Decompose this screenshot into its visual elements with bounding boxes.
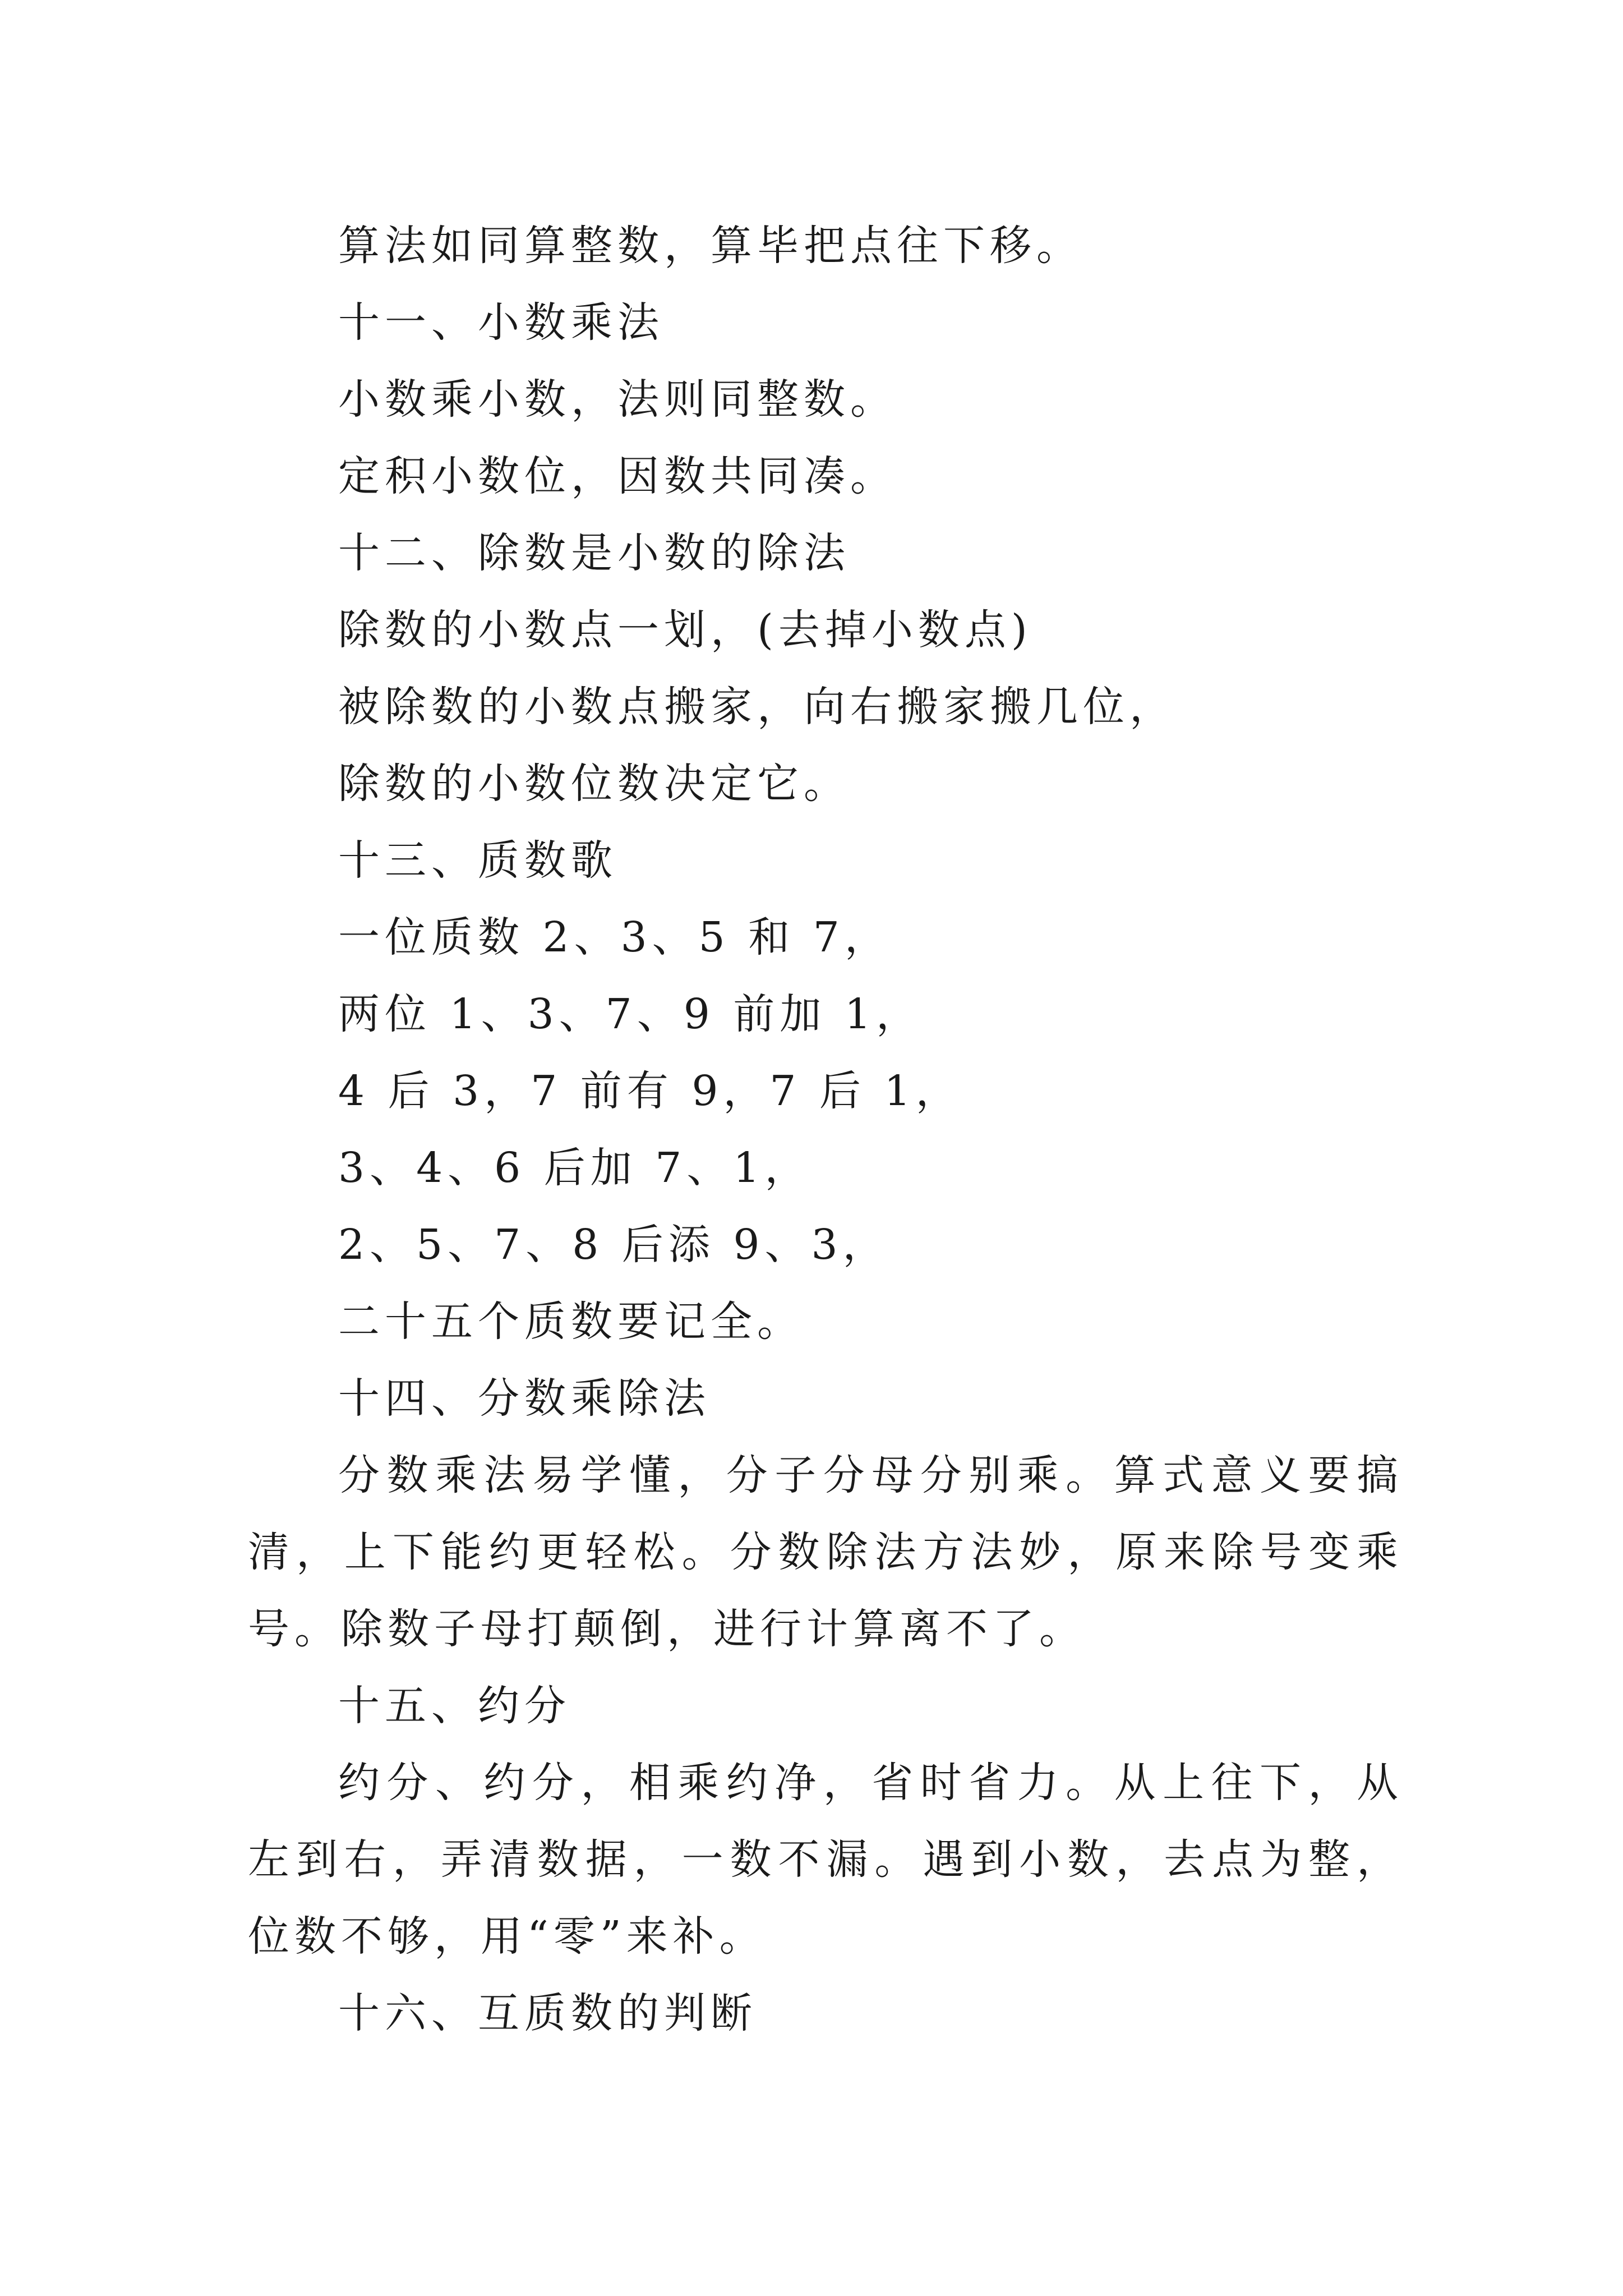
section-heading: 十五、约分 <box>338 1682 571 1730</box>
text-line: 被除数的小数点搬家，向右搬家搬几位， <box>338 683 1176 731</box>
text-line: 3、4、6 后加 7、1， <box>338 1144 811 1192</box>
text-line: 二十五个质数要记全。 <box>338 1297 804 1346</box>
section-heading: 十一、小数乘法 <box>338 298 664 347</box>
text-line: 2、5、7、8 后添 9、3， <box>338 1221 889 1269</box>
section-heading: 十六、互质数的判断 <box>338 1989 757 2037</box>
text-line: 除数的小数点一划，(去掉小数点) <box>338 606 1032 654</box>
text-line: 一位质数 2、3、5 和 7， <box>338 913 891 961</box>
text-line: 4 后 3，7 前有 9，7 后 1， <box>338 1067 962 1115</box>
paragraph-fraction: 分数乘法易学懂，分子分母分别乘。算式意义要搞清，上下能约更轻松。分数除法方法妙，原来除号变乘号。除数子母打颠倒，进行计算离不了。 <box>248 1451 1403 1653</box>
section-heading: 十二、除数是小数的除法 <box>338 529 850 577</box>
text-line: 小数乘小数，法则同整数。 <box>338 375 897 424</box>
text-line: 两位 1、3、7、9 前加 1， <box>338 990 923 1038</box>
text-line: 定积小数位，因数共同凑。 <box>338 452 897 500</box>
text-line: 算法如同算整数，算毕把点往下移。 <box>338 222 1083 270</box>
document-body <box>248 208 1403 2052</box>
section-heading: 十四、分数乘除法 <box>338 1374 711 1423</box>
paragraph-reduction: 约分、约分，相乘约净，省时省力。从上往下，从左到右，弄清数据，一数不漏。遇到小数，去点为整，位数不够，用“零”来补。 <box>248 1759 1403 1961</box>
section-heading: 十三、质数歌 <box>338 836 617 885</box>
text-line: 除数的小数位数决定它。 <box>338 760 850 808</box>
